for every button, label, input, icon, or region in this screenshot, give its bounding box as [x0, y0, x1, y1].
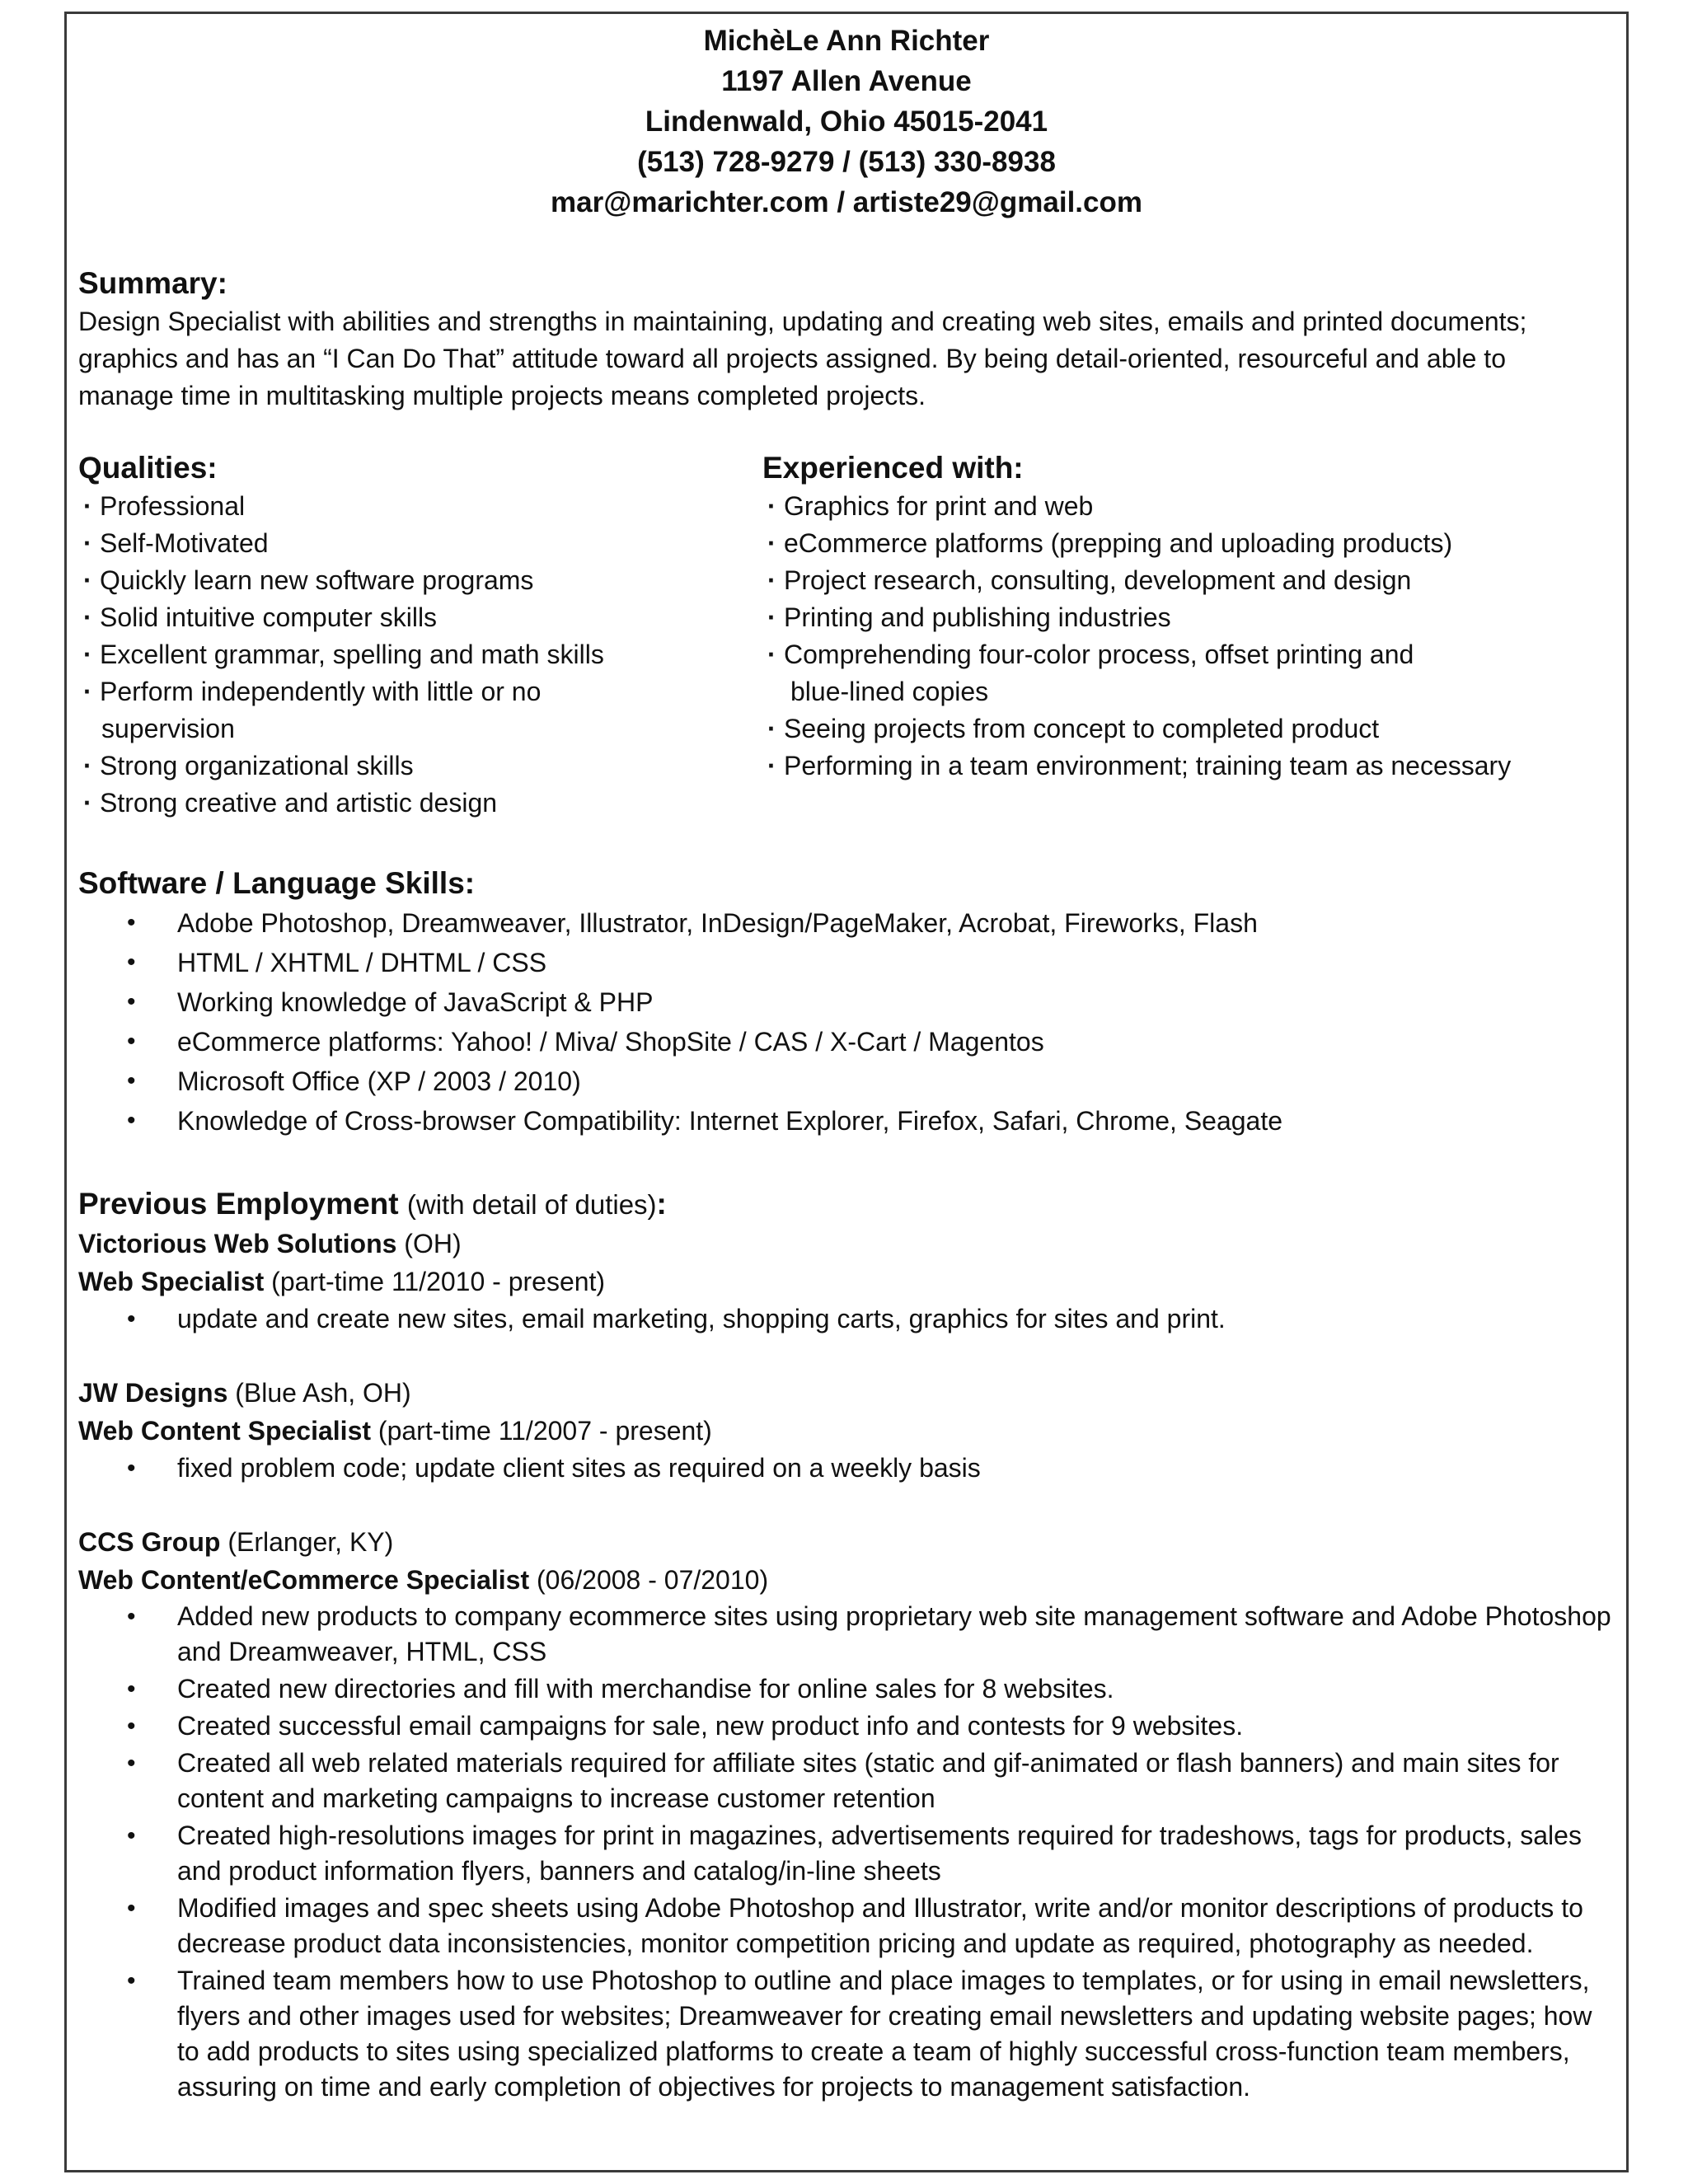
list-item: • Trained team members how to use Photoshop to outline and place images to templates, or for using in email newsletters, flyers and other images used for websites; Dreamweaver for creating email newsletters and updating website pages; how to add products to sites using specialized platforms to create a team of highly successful cross-function team members, assuring on time and early completion of objectives for projects to management satisfaction.	[177, 1963, 1611, 2105]
email-addresses: mar@marichter.com / artiste29@gmail.com	[551, 186, 1142, 218]
list-item: • Adobe Photoshop, Dreamweaver, Illustrator, InDesign/PageMaker, Acrobat, Fireworks, Flash	[177, 903, 1611, 943]
list-item: • Created successful email campaigns for sale, new product info and contests for 9 websites.	[177, 1708, 1611, 1744]
software-section	[78, 864, 1611, 1141]
list-item: • Knowledge of Cross-browser Compatibility: Internet Explorer, Firefox, Safari, Chrome, Seagate	[177, 1101, 1611, 1141]
software-heading: Software / Language Skills:	[78, 866, 476, 900]
phone-numbers: (513) 728-9279 / (513) 330-8938	[637, 146, 1056, 178]
qualities-heading: Qualities:	[78, 451, 218, 485]
bullet-icon: •	[127, 1603, 136, 1630]
role-line: Web Content/eCommerce Specialist (06/2008 - 07/2010)	[78, 1565, 769, 1595]
list-item: • HTML / XHTML / DHTML / CSS	[177, 943, 1611, 982]
qualities-section	[78, 448, 604, 822]
experienced-section	[762, 448, 1511, 785]
bullet-icon: •	[127, 909, 136, 936]
employment-heading: Previous Employment (with detail of duties):	[78, 1187, 667, 1221]
company-line: Victorious Web Solutions (OH)	[78, 1229, 462, 1258]
job-entry	[78, 1225, 1611, 1338]
list-item: · Quickly learn new software programs	[78, 562, 604, 599]
bullet-icon: •	[127, 1305, 136, 1333]
experienced-list	[762, 488, 1511, 785]
street-address: 1197 Allen Avenue	[721, 65, 972, 97]
duties-list	[78, 1599, 1611, 2105]
list-item: • Created all web related materials required for affiliate sites (static and gif-animated or flash banners) and main sites for content and marketing campaigns to increase customer retention	[177, 1746, 1611, 1816]
list-item: · Perform independently with little or no supervision	[78, 673, 604, 748]
list-item: • Created high-resolutions images for print in magazines, advertisements required for tradeshows, tags for products, sales and product information flyers, banners and catalog/in-line sheets	[177, 1818, 1611, 1889]
role-line: Web Content Specialist (part-time 11/2007 - present)	[78, 1416, 712, 1446]
list-item: · Seeing projects from concept to completed product	[762, 710, 1511, 748]
experienced-heading: Experienced with:	[762, 451, 1024, 485]
bullet-icon: •	[127, 1455, 136, 1482]
list-item: · Excellent grammar, spelling and math skills	[78, 636, 604, 673]
list-item: • Microsoft Office (XP / 2003 / 2010)	[177, 1062, 1611, 1101]
company-line: JW Designs (Blue Ash, OH)	[78, 1378, 411, 1408]
duties-list	[78, 1450, 1611, 1487]
bullet-icon: •	[127, 1713, 136, 1740]
summary-text: Design Specialist with abilities and strengths in maintaining, updating and creating web sites, emails and printed documents; graphics and has an “I Can Do That” attitude toward all projects assigned. By being detail-oriented, resourceful and able to manage time in multitasking multiple projects means completed projects.	[78, 307, 1527, 410]
applicant-name: MichèLe Ann Richter	[703, 25, 990, 57]
list-item: · Project research, consulting, development and design	[762, 562, 1511, 599]
list-item: • update and create new sites, email marketing, shopping carts, graphics for sites and print.	[177, 1301, 1611, 1338]
summary-section	[78, 264, 1603, 415]
company-line: CCS Group (Erlanger, KY)	[78, 1527, 394, 1557]
duties-list	[78, 1301, 1611, 1338]
software-list	[78, 903, 1611, 1141]
list-item: · eCommerce platforms (prepping and uploading products)	[762, 525, 1511, 562]
list-item: · Strong organizational skills	[78, 748, 604, 785]
summary-heading: Summary:	[78, 266, 227, 300]
bullet-icon: •	[127, 1067, 136, 1094]
list-item: · Self-Motivated	[78, 525, 604, 562]
list-item: · Professional	[78, 488, 604, 525]
contact-header	[67, 21, 1626, 223]
city-state-zip: Lindenwald, Ohio 45015-2041	[645, 105, 1048, 138]
bullet-icon: •	[127, 949, 136, 976]
employment-section	[78, 1184, 1611, 2107]
list-item: • eCommerce platforms: Yahoo! / Miva/ ShopSite / CAS / X-Cart / Magentos	[177, 1022, 1611, 1062]
list-item: · Performing in a team environment; training team as necessary	[762, 748, 1511, 785]
role-line: Web Specialist (part-time 11/2010 - present)	[78, 1267, 606, 1296]
bullet-icon: •	[127, 988, 136, 1015]
job-entry	[78, 1374, 1611, 1487]
list-item: · Graphics for print and web	[762, 488, 1511, 525]
qualities-list	[78, 488, 604, 822]
list-item: • Working knowledge of JavaScript & PHP	[177, 982, 1611, 1022]
bullet-icon: •	[127, 1822, 136, 1849]
bullet-icon: •	[127, 1675, 136, 1703]
list-item: • fixed problem code; update client sites as required on a weekly basis	[177, 1450, 1611, 1487]
bullet-icon: •	[127, 1967, 136, 1994]
job-entry	[78, 1523, 1611, 2105]
resume-page	[64, 12, 1629, 2172]
list-item: • Created new directories and fill with merchandise for online sales for 8 websites.	[177, 1671, 1611, 1707]
bullet-icon: •	[127, 1107, 136, 1134]
bullet-icon: •	[127, 1028, 136, 1055]
bullet-icon: •	[127, 1750, 136, 1777]
list-item: · Strong creative and artistic design	[78, 785, 604, 822]
bullet-icon: •	[127, 1895, 136, 1922]
list-item: · Printing and publishing industries	[762, 599, 1511, 636]
list-item: • Added new products to company ecommerce sites using proprietary web site management software and Adobe Photoshop and Dreamweaver, HTML, CSS	[177, 1599, 1611, 1670]
list-item: • Modified images and spec sheets using Adobe Photoshop and Illustrator, write and/or monitor descriptions of products to decrease product data inconsistencies, monitor competition pricing and update as required, photography as needed.	[177, 1891, 1611, 1961]
list-item: · Comprehending four-color process, offset printing and blue-lined copies	[762, 636, 1511, 710]
list-item: · Solid intuitive computer skills	[78, 599, 604, 636]
